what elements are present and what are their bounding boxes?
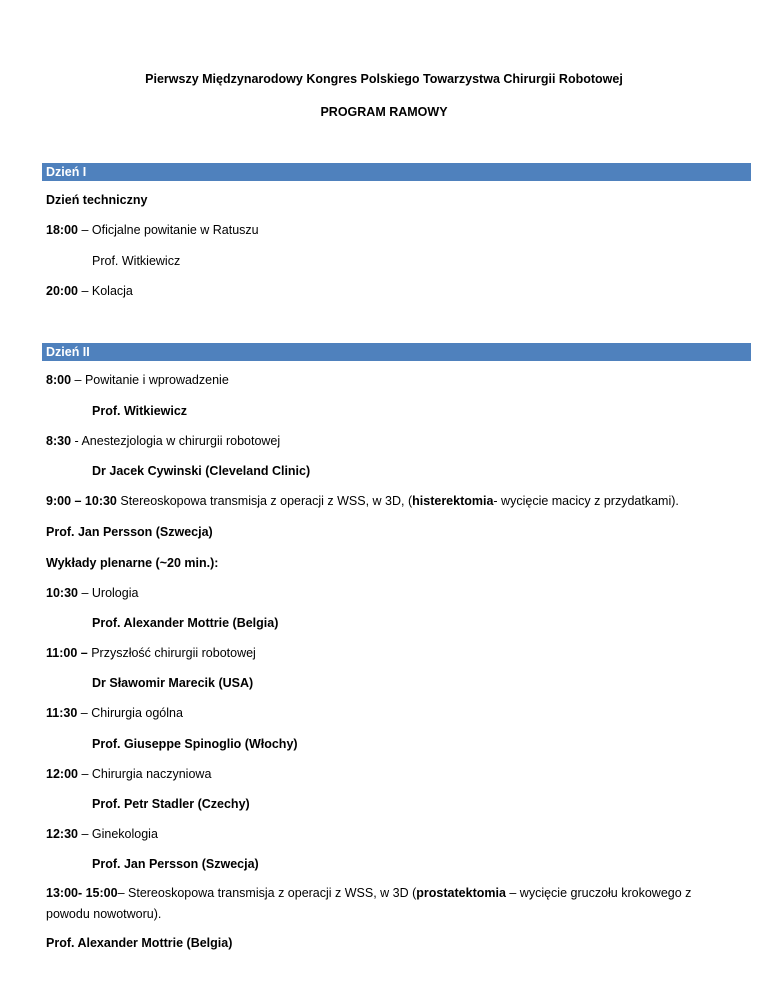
agenda-item-1200: 12:00 – Chirurgia naczyniowa — [46, 767, 212, 781]
speaker: Prof. Jan Persson (Szwecja) — [46, 525, 213, 539]
agenda-item-0800: 8:00 – Powitanie i wprowadzenie — [46, 373, 229, 387]
speaker: Prof. Alexander Mottrie (Belgia) — [92, 616, 279, 630]
agenda-item-0830: 8:30 - Anestezjologia w chirurgii robotowej — [46, 434, 281, 448]
speaker: Dr Jacek Cywinski (Cleveland Clinic) — [92, 464, 311, 478]
day-1-subtitle: Dzień techniczny — [46, 193, 148, 207]
agenda-item-1130: 11:30 – Chirurgia ogólna — [46, 706, 183, 720]
agenda-item-1800: 18:00 – Oficjalne powitanie w Ratuszu — [46, 223, 259, 237]
speaker: Prof. Witkiewicz — [92, 404, 188, 418]
agenda-item-1100: 11:00 – Przyszłość chirurgii robotowej — [46, 646, 256, 660]
speaker: Prof. Witkiewicz — [92, 254, 181, 268]
speaker: Prof. Petr Stadler (Czechy) — [92, 797, 250, 811]
speaker: Prof. Jan Persson (Szwecja) — [92, 857, 259, 871]
speaker: Prof. Alexander Mottrie (Belgia) — [46, 936, 233, 950]
agenda-item-0900: 9:00 – 10:30 Stereoskopowa transmisja z operacji z WSS, w 3D, (histerektomia- wycięcie macicy z przydatkami). — [46, 494, 679, 508]
agenda-item-1030: 10:30 – Urologia — [46, 586, 139, 600]
agenda-item-2000: 20:00 – Kolacja — [46, 284, 133, 298]
congress-title: Pierwszy Międzynarodowy Kongres Polskiego Towarzystwa Chirurgii Robotowej — [145, 72, 623, 86]
program-title: PROGRAM RAMOWY — [320, 105, 448, 119]
day-2-heading: Dzień II — [42, 343, 751, 361]
speaker: Dr Sławomir Marecik (USA) — [92, 676, 254, 690]
day-1-heading: Dzień I — [42, 163, 751, 181]
agenda-item-1230: 12:30 – Ginekologia — [46, 827, 158, 841]
agenda-item-1300: 13:00- 15:00– Stereoskopowa transmisja z operacji z WSS, w 3D (prostatektomia – wycięcie gruczołu krokowego z powodu nowotworu). — [46, 886, 692, 921]
speaker: Prof. Giuseppe Spinoglio (Włochy) — [92, 737, 298, 751]
plenary-lectures-heading: Wykłady plenarne (~20 min.): — [46, 556, 219, 570]
